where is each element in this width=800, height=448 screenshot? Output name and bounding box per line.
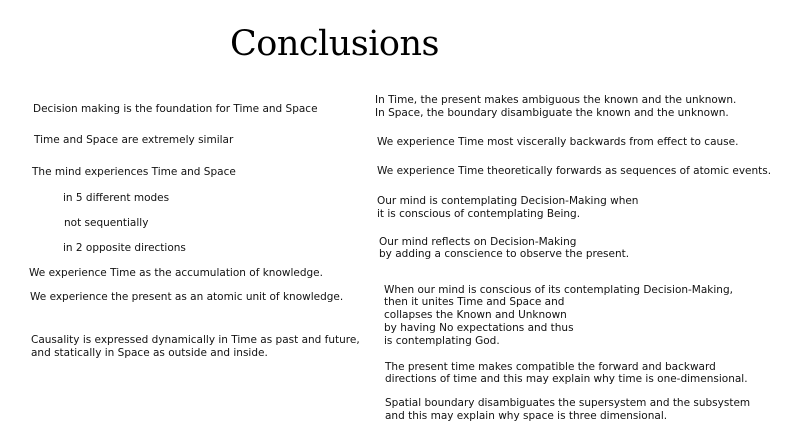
left-statement: Causality is expressed dynamically in Time as past and future, — [31, 334, 360, 346]
right-statement: In Space, the boundary disambiguate the known and the unknown. — [375, 107, 729, 119]
right-statement: Our mind reflects on Decision-Making — [379, 236, 577, 248]
left-sub-point: in 5 different modes — [63, 192, 170, 204]
right-statement: and this may explain why space is three dimensional. — [385, 410, 668, 422]
left-statement: and statically in Space as outside and inside. — [31, 347, 268, 359]
left-statement: The mind experiences Time and Space — [32, 166, 236, 178]
right-statement: is contemplating God. — [384, 335, 500, 347]
right-statement: Our mind is contemplating Decision-Making when — [377, 195, 639, 207]
right-statement: directions of time and this may explain why time is one-dimensional. — [385, 373, 748, 385]
slide-title: Conclusions — [230, 24, 439, 64]
left-statement: Decision making is the foundation for Time and Space — [33, 103, 318, 115]
right-statement: We experience Time theoretically forwards as sequences of atomic events. — [377, 165, 772, 177]
right-statement: The present time makes compatible the forward and backward — [385, 361, 716, 373]
left-sub-point: not sequentially — [64, 217, 149, 229]
right-statement: then it unites Time and Space and — [384, 296, 565, 308]
right-statement: Spatial boundary disambiguates the supersystem and the subsystem — [385, 397, 751, 409]
right-statement: by adding a conscience to observe the present. — [379, 248, 630, 260]
left-statement: We experience Time as the accumulation of knowledge. — [29, 267, 323, 279]
right-statement: it is conscious of contemplating Being. — [377, 208, 581, 220]
right-statement: We experience Time most viscerally backwards from effect to cause. — [377, 136, 739, 148]
left-statement: Time and Space are extremely similar — [34, 134, 234, 146]
left-sub-point: in 2 opposite directions — [63, 242, 186, 254]
right-statement: collapses the Known and Unknown — [384, 309, 567, 321]
right-statement: In Time, the present makes ambiguous the known and the unknown. — [375, 94, 737, 106]
right-statement: When our mind is conscious of its contemplating Decision-Making, — [384, 284, 733, 296]
right-statement: by having No expectations and thus — [384, 322, 574, 334]
left-statement: We experience the present as an atomic unit of knowledge. — [30, 291, 344, 303]
